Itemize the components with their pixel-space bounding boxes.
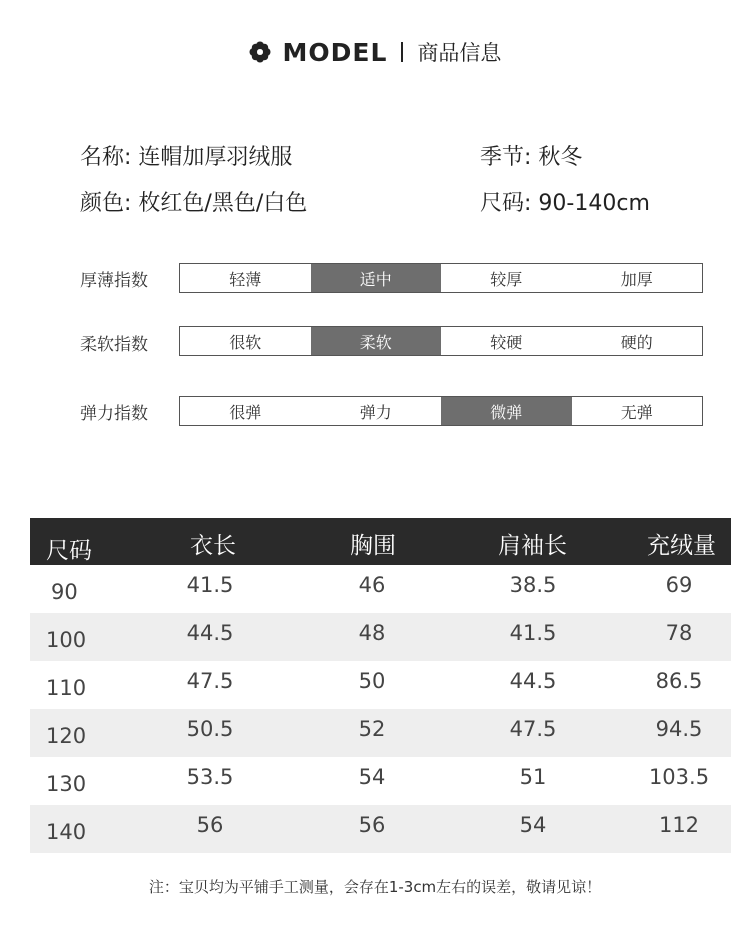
col-header-down-fill: 充绒量 xyxy=(647,533,716,559)
cell-down-fill: 103.5 xyxy=(648,765,710,789)
info-name xyxy=(80,140,292,171)
index-option: 加厚 xyxy=(620,269,653,289)
index-option: 硬的 xyxy=(620,332,653,352)
header-divider xyxy=(401,42,403,62)
cell-sleeve: 47.5 xyxy=(509,717,557,741)
cell-size: 120 xyxy=(46,724,87,748)
thickness-index-label: 厚薄指数 xyxy=(80,271,148,291)
cell-chest: 52 xyxy=(358,717,386,741)
index-option: 很弹 xyxy=(229,402,262,422)
cell-size: 110 xyxy=(46,676,87,700)
col-header-sleeve: 肩袖长 xyxy=(498,533,567,559)
index-option: 轻薄 xyxy=(229,269,262,289)
cell-length: 50.5 xyxy=(186,717,234,741)
table-row xyxy=(30,565,731,613)
col-header-chest: 胸围 xyxy=(350,533,396,559)
cell-length: 47.5 xyxy=(186,669,234,693)
cell-down-fill: 86.5 xyxy=(655,669,703,693)
elasticity-index-bar xyxy=(179,396,703,426)
table-row xyxy=(30,709,731,757)
cell-chest: 50 xyxy=(358,669,386,693)
cell-sleeve: 44.5 xyxy=(509,669,557,693)
col-header-length: 衣长 xyxy=(190,533,236,559)
table-row xyxy=(30,757,731,805)
info-size xyxy=(480,186,650,217)
info-color xyxy=(80,186,307,217)
page-title: 商品信息 xyxy=(417,41,502,65)
index-option: 很软 xyxy=(229,332,262,352)
index-option-selected: 适中 xyxy=(311,264,442,292)
index-option-selected: 微弹 xyxy=(441,397,572,425)
info-season-value: 秋冬 xyxy=(538,145,583,170)
table-row xyxy=(30,613,731,661)
cell-length: 56 xyxy=(196,813,224,837)
index-option: 较硬 xyxy=(490,332,523,352)
cell-sleeve: 54 xyxy=(519,813,547,837)
cell-size: 90 xyxy=(51,580,78,604)
softness-index-bar xyxy=(179,326,703,356)
cell-down-fill: 78 xyxy=(665,621,693,645)
cell-sleeve: 38.5 xyxy=(509,573,557,597)
size-table xyxy=(30,518,731,853)
cell-chest: 54 xyxy=(358,765,386,789)
cell-length: 53.5 xyxy=(186,765,234,789)
cell-length: 41.5 xyxy=(186,573,234,597)
info-size-value: 90-140cm xyxy=(538,191,650,216)
cell-down-fill: 112 xyxy=(658,813,700,837)
index-option: 无弹 xyxy=(620,402,653,422)
cell-size: 140 xyxy=(46,820,87,844)
thickness-index-bar xyxy=(179,263,703,293)
info-name-value: 连帽加厚羽绒服 xyxy=(138,145,293,170)
info-name-label: 名称: xyxy=(80,145,132,170)
elasticity-index-label: 弹力指数 xyxy=(80,404,148,424)
cell-chest: 56 xyxy=(358,813,386,837)
col-header-size: 尺码 xyxy=(46,538,92,564)
cell-length: 44.5 xyxy=(186,621,234,645)
info-season xyxy=(480,140,582,171)
table-row xyxy=(30,661,731,709)
info-size-label: 尺码: xyxy=(480,191,532,216)
cell-down-fill: 69 xyxy=(665,573,693,597)
cell-chest: 48 xyxy=(358,621,386,645)
softness-index-label: 柔软指数 xyxy=(80,335,148,355)
info-color-label: 颜色: xyxy=(80,191,132,216)
page-header xyxy=(0,34,750,70)
info-season-label: 季节: xyxy=(480,145,532,170)
table-header xyxy=(30,518,731,565)
table-row xyxy=(30,805,731,853)
index-option: 较厚 xyxy=(490,269,523,289)
index-option-selected: 柔软 xyxy=(311,327,442,355)
model-label: MODEL xyxy=(282,37,388,67)
cell-chest: 46 xyxy=(358,573,386,597)
cell-size: 130 xyxy=(46,772,87,796)
cell-sleeve: 51 xyxy=(519,765,547,789)
info-color-value: 枚红色/黑色/白色 xyxy=(138,191,308,216)
cell-down-fill: 94.5 xyxy=(655,717,703,741)
measurement-note: 注：宝贝均为平铺手工测量，会存在1-3cm左右的误差，敬请见谅！ xyxy=(148,878,602,896)
cell-sleeve: 41.5 xyxy=(509,621,557,645)
cell-size: 100 xyxy=(46,628,87,652)
flower-icon xyxy=(249,41,271,63)
index-option: 弹力 xyxy=(359,402,392,422)
